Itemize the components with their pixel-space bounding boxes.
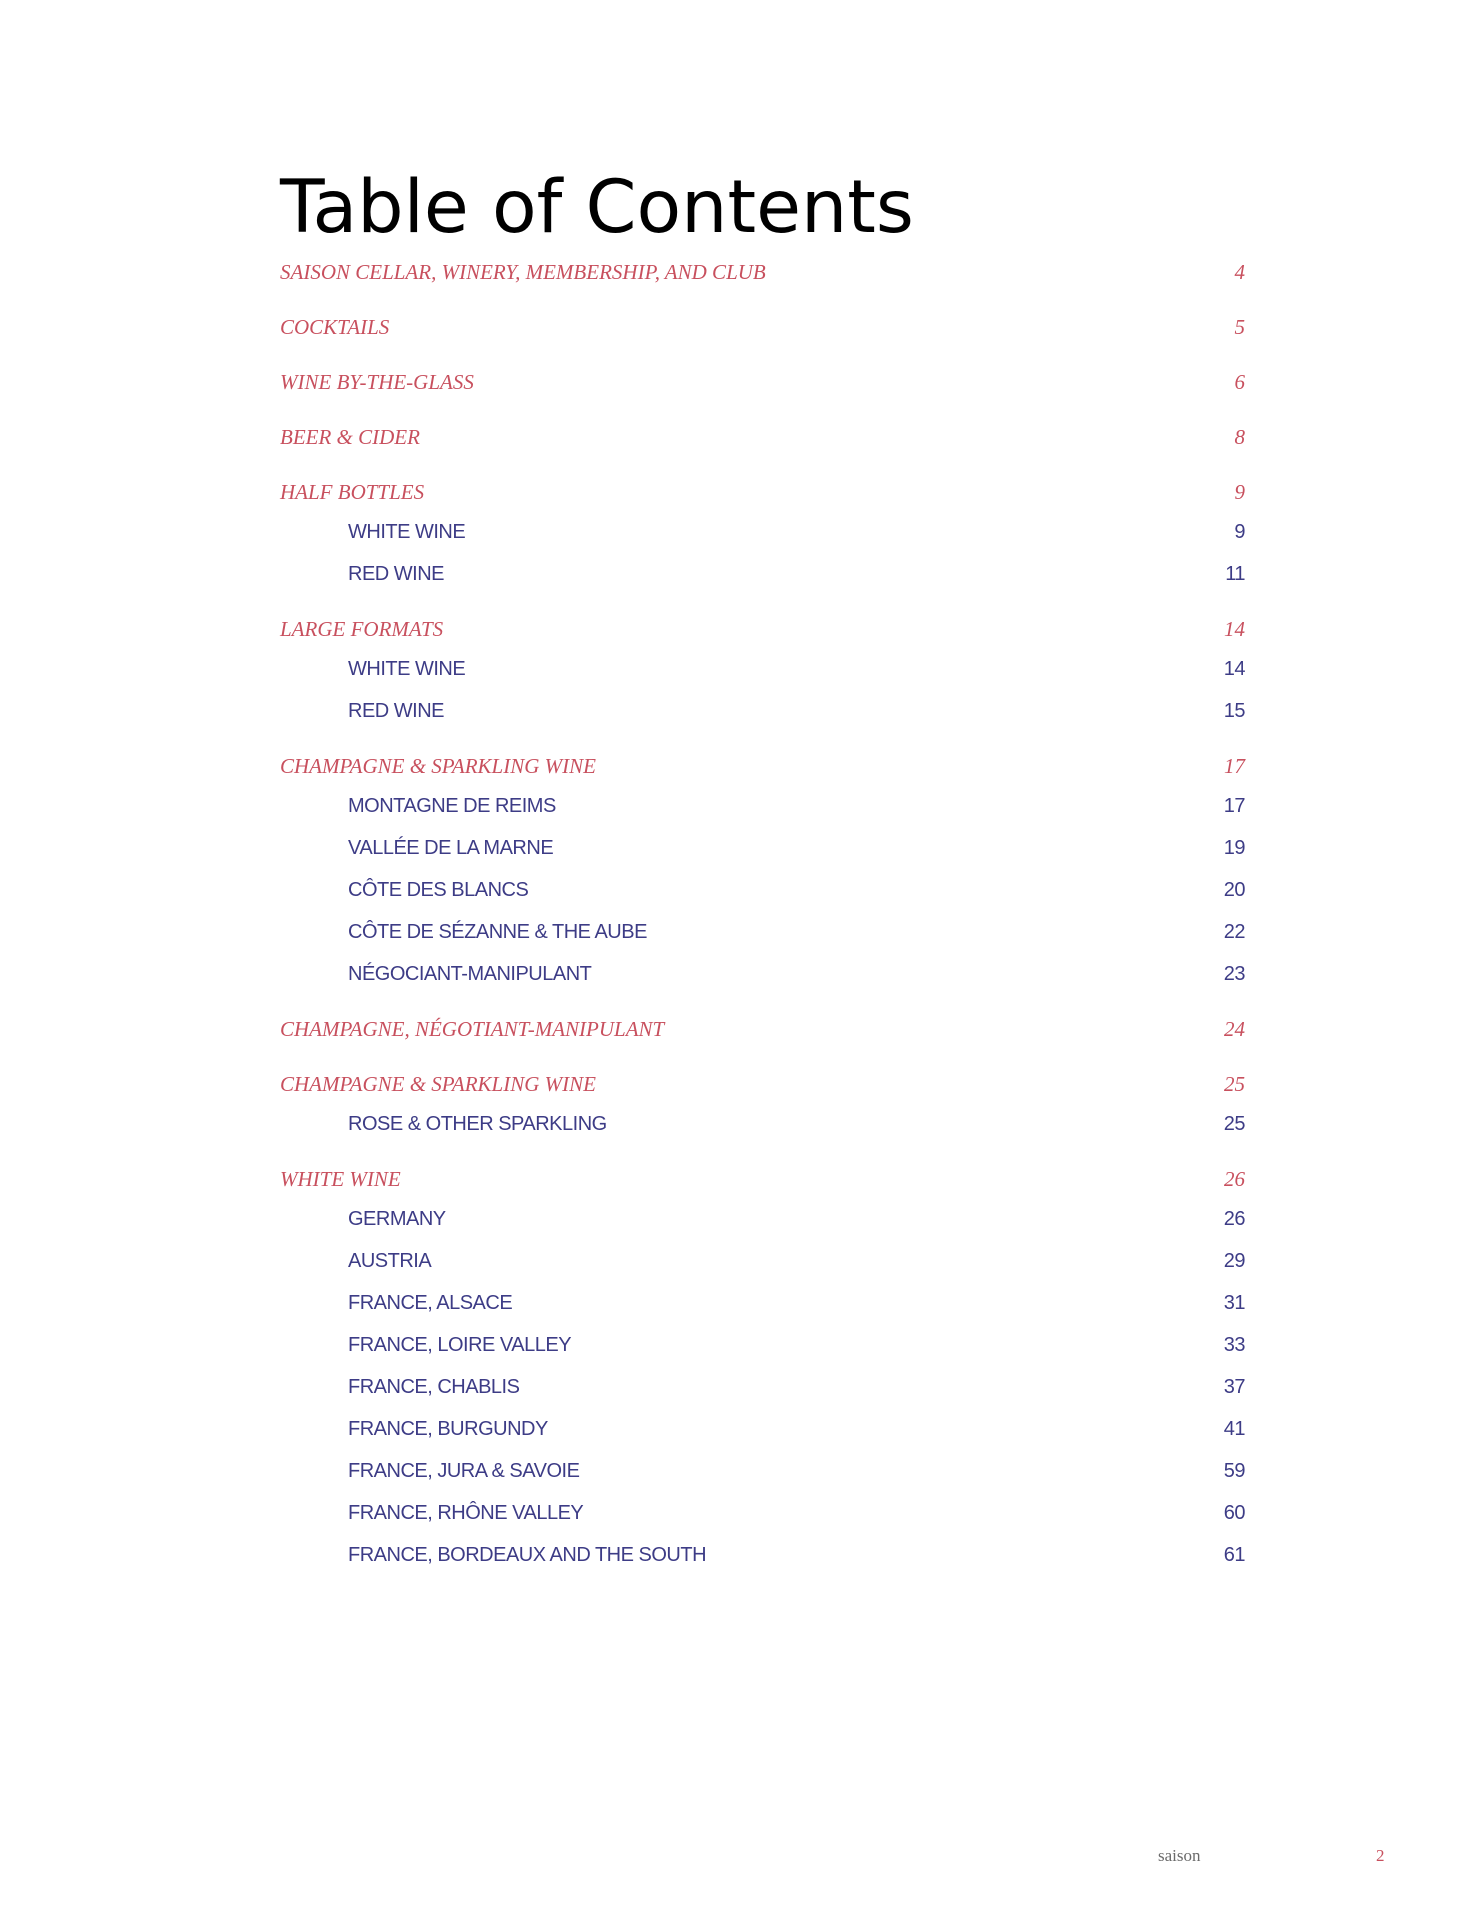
toc-entry-label: CÔTE DES BLANCS	[348, 879, 529, 901]
toc-entry-page-number: 24	[1224, 1017, 1245, 1041]
toc-section-entry[interactable]	[280, 1016, 1245, 1042]
toc-entry-label: COCKTAILS	[280, 315, 390, 339]
toc-entry-label: CHAMPAGNE & SPARKLING WINE	[280, 1072, 596, 1096]
toc-entry-page-number: 33	[1223, 1334, 1245, 1356]
toc-entry-page-number: 17	[1224, 754, 1245, 778]
toc-subsection-entry[interactable]	[280, 519, 1245, 545]
toc-entry-page-number: 17	[1223, 795, 1245, 817]
footer-brand: saison	[1158, 1846, 1201, 1865]
toc-entry-label: FRANCE, LOIRE VALLEY	[348, 1334, 572, 1356]
toc-entry-page-number: 19	[1223, 837, 1245, 859]
table-of-contents	[280, 165, 1245, 1568]
toc-section-entry[interactable]	[280, 314, 1245, 340]
toc-entry-label: VALLÉE DE LA MARNE	[348, 837, 554, 859]
toc-subsection-entry[interactable]	[280, 1206, 1245, 1232]
toc-entry-label: SAISON CELLAR, WINERY, MEMBERSHIP, AND CLUB	[280, 260, 766, 284]
toc-entry-label: HALF BOTTLES	[280, 480, 425, 504]
toc-entry-page-number: 23	[1223, 963, 1245, 985]
toc-subsection-entry[interactable]	[280, 1290, 1245, 1316]
toc-subsection-entry[interactable]	[280, 961, 1245, 987]
toc-entry-page-number: 20	[1223, 879, 1245, 901]
toc-section-entry[interactable]	[280, 616, 1245, 642]
toc-entry-label: FRANCE, ALSACE	[348, 1292, 513, 1314]
toc-entry-page-number: 14	[1223, 658, 1245, 680]
toc-section-entry[interactable]	[280, 1071, 1245, 1097]
toc-entry-label: FRANCE, RHÔNE VALLEY	[348, 1502, 584, 1524]
toc-entry-label: CHAMPAGNE & SPARKLING WINE	[280, 754, 596, 778]
toc-entry-label: BEER & CIDER	[280, 425, 420, 449]
toc-entry-page-number: 4	[1234, 260, 1245, 284]
toc-entry-page-number: 37	[1223, 1376, 1245, 1398]
toc-entry-label: MONTAGNE DE REIMS	[348, 795, 556, 817]
toc-entry-page-number: 15	[1223, 700, 1245, 722]
footer-page-number: 2	[1376, 1846, 1385, 1865]
toc-entry-page-number: 11	[1225, 563, 1245, 585]
toc-subsection-entry[interactable]	[280, 698, 1245, 724]
toc-subsection-entry[interactable]	[280, 656, 1245, 682]
toc-subsection-entry[interactable]	[280, 1542, 1245, 1568]
toc-entry-label: LARGE FORMATS	[280, 617, 444, 641]
toc-entry-label: RED WINE	[348, 563, 444, 585]
toc-entry-page-number: 26	[1223, 1208, 1245, 1230]
toc-entry-page-number: 31	[1223, 1292, 1245, 1314]
toc-subsection-entry[interactable]	[280, 919, 1245, 945]
toc-section-entry[interactable]	[280, 369, 1245, 395]
toc-entry-page-number: 26	[1224, 1167, 1245, 1191]
toc-entry-label: WHITE WINE	[280, 1167, 401, 1191]
toc-subsection-entry[interactable]	[280, 561, 1245, 587]
toc-subsection-entry[interactable]	[280, 1500, 1245, 1526]
toc-entry-label: NÉGOCIANT-MANIPULANT	[348, 963, 592, 985]
toc-entry-page-number: 8	[1234, 425, 1245, 449]
toc-section-entry[interactable]	[280, 1166, 1245, 1192]
toc-entry-label: CHAMPAGNE, NÉGOTIANT-MANIPULANT	[280, 1017, 665, 1041]
toc-subsection-entry[interactable]	[280, 1332, 1245, 1358]
toc-entry-page-number: 60	[1223, 1502, 1245, 1524]
toc-entry-label: GERMANY	[348, 1208, 446, 1230]
toc-subsection-entry[interactable]	[280, 1416, 1245, 1442]
toc-entry-page-number: 5	[1234, 315, 1245, 339]
toc-subsection-entry[interactable]	[280, 1111, 1245, 1137]
toc-entry-page-number: 61	[1223, 1544, 1245, 1566]
toc-entry-label: RED WINE	[348, 700, 444, 722]
toc-entry-page-number: 9	[1234, 521, 1245, 543]
toc-subsection-entry[interactable]	[280, 877, 1245, 903]
page-title: Table of Contents	[280, 165, 914, 250]
toc-entry-label: WHITE WINE	[348, 658, 466, 680]
toc-entry-page-number: 59	[1223, 1460, 1245, 1482]
toc-entry-page-number: 41	[1223, 1418, 1245, 1440]
toc-entry-label: AUSTRIA	[348, 1250, 432, 1272]
toc-entry-page-number: 6	[1234, 370, 1245, 394]
page-footer	[0, 1846, 1484, 1876]
toc-entry-label: WHITE WINE	[348, 521, 466, 543]
toc-section-entry[interactable]	[280, 259, 1245, 285]
toc-entry-label: WINE BY-THE-GLASS	[280, 370, 474, 394]
toc-entry-list	[280, 259, 1245, 1568]
toc-entry-label: ROSE & OTHER SPARKLING	[348, 1113, 607, 1135]
toc-subsection-entry[interactable]	[280, 1248, 1245, 1274]
toc-entry-page-number: 14	[1224, 617, 1245, 641]
toc-entry-label: FRANCE, JURA & SAVOIE	[348, 1460, 580, 1482]
toc-entry-label: CÔTE DE SÉZANNE & THE AUBE	[348, 921, 647, 943]
toc-entry-page-number: 25	[1223, 1113, 1245, 1135]
toc-subsection-entry[interactable]	[280, 793, 1245, 819]
toc-entry-page-number: 29	[1223, 1250, 1245, 1272]
toc-section-entry[interactable]	[280, 424, 1245, 450]
toc-entry-label: FRANCE, BORDEAUX AND THE SOUTH	[348, 1544, 707, 1566]
toc-subsection-entry[interactable]	[280, 1458, 1245, 1484]
toc-entry-label: FRANCE, CHABLIS	[348, 1376, 520, 1398]
toc-entry-page-number: 25	[1224, 1072, 1245, 1096]
toc-entry-page-number: 22	[1223, 921, 1245, 943]
toc-section-entry[interactable]	[280, 753, 1245, 779]
toc-section-entry[interactable]	[280, 479, 1245, 505]
toc-entry-label: FRANCE, BURGUNDY	[348, 1418, 548, 1440]
toc-subsection-entry[interactable]	[280, 835, 1245, 861]
toc-entry-page-number: 9	[1234, 480, 1245, 504]
toc-subsection-entry[interactable]	[280, 1374, 1245, 1400]
